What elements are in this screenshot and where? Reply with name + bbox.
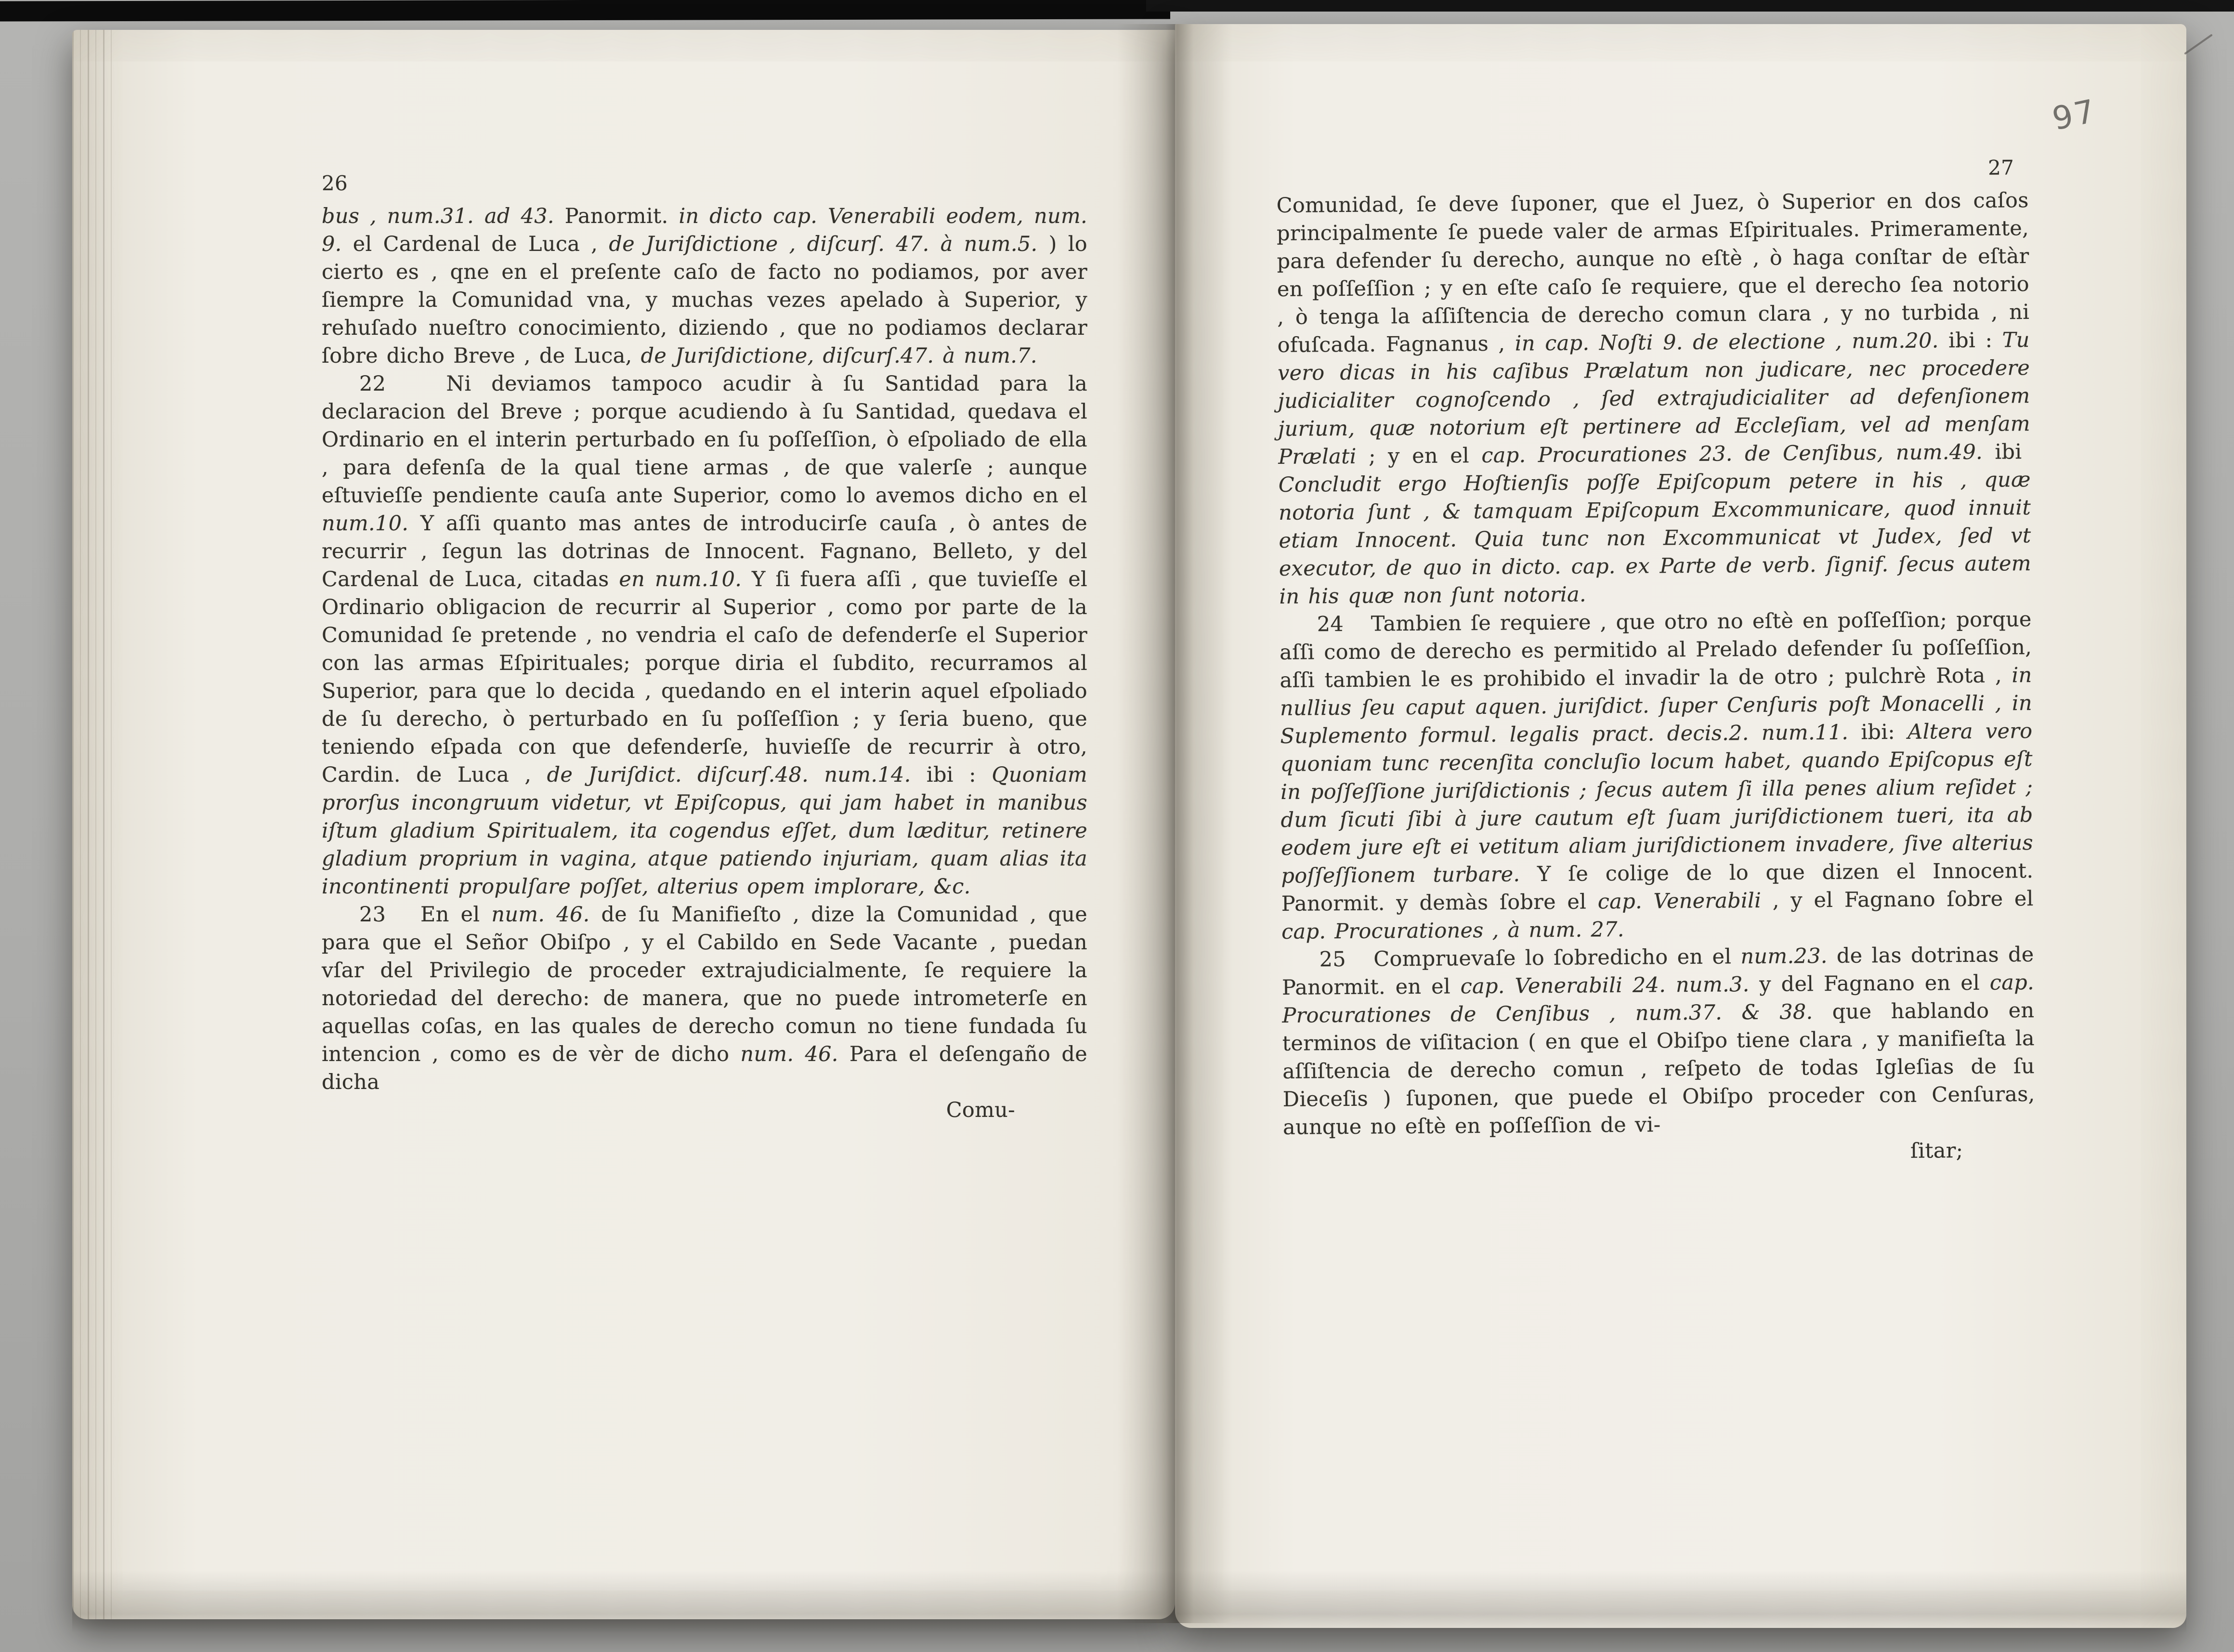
text-segment: ibi [1982,440,2031,464]
pencil-mark [2184,34,2213,54]
left-page-number: 26 [322,171,348,195]
right-page-number: 27 [1987,156,2014,180]
left-page-catchword: Comu- [946,1098,1015,1122]
scan-top-edge-left [0,0,1170,22]
italic-text-segment: in dicto cap. Venerabili eodem, num. 9. [322,204,1088,256]
text-segment: ibi: [1848,720,1908,745]
text-segment: Y ſi fuera aſſi , que tuvieſſe el Ordinario obligacion de recurrir al Superior , como por parte de la Comunidad ſe pretende , no vendria el caſo de defenderſe el Superior con las armas Eſpirituales; porque diria el ſubdito, recurramos al Superior, para que lo decida , quedando en el interin aquel eſpoliado de ſu derecho, ò perturbado en ſu poſſeſſion ; y ſeria bueno, que teniendo eſpada con que defenderſe, huvieſſe de recurrir à otro, Cardin. de Luca , [322,567,1087,787]
paragraph [1280,605,2034,946]
text-segment: de las dotrinas de Panormit. en el [1281,943,2034,1000]
text-segment: de ſu Manifieſto , dize la Comunidad , que para que el Señor Obiſpo , y el Cabildo en Sede Vacante , puedan vſar del Privilegio de proceder extrajudicialmente, ſe requiere la notoriedad del derecho: de manera, que no puede intrometerſe en aquellas coſas, en las quales de derecho comun no tiene fundada ſu intencion , como es de vèr de dicho [322,903,1087,1066]
italic-text-segment: Concludit ergo Hoſtienſis poſſe Epiſcopum petere in his , quæ notoria ſunt , & tamquam Epiſcopum Excommunicare, quod innuit etiam Innocent. Quia tunc non Excommunicat vt Judex, ſed vt executor, de quo in dicto. cap. ex Parte de verb. ſignif. ſecus autem in his quæ non ſunt notoria. [1278,468,2032,609]
italic-text-segment: num. 46. [491,903,590,927]
text-segment: Comunidad, ſe deve ſuponer, que el Juez, ò Superior en dos caſos principalmente ſe puede valer de armas Eſpirituales. Primeramente, para defender ſu derecho, aunque no eſtè , ò haga conſtar de eſtàr en poſſeſſion ; y en eſte caſo ſe requiere, que el derecho ſea notorio , ò tenga la aſſiſtencia de derecho comun clara , y no turbida , ni ofuſcada. Fagnanus , [1276,188,2030,357]
text-segment: el Cardenal de Luca , [353,232,609,256]
text-segment: que hablando en terminos de viſitacion ( en que el Obiſpo tiene clara , y manifieſta la aſſiſtencia de derecho comun , reſpeto de todas Igleſias de ſu Dieceſis ) ſuponen, que puede el Obiſpo proceder con Cenſuras, aunque no eſtè en poſſeſſion de vi- [1282,998,2035,1140]
text-segment: 22 Ni deviamos tampoco acudir à ſu Santidad para la declaracion del Breve ; porque acudiendo à ſu Santidad, quedava el Ordinario en el interin perturbado en ſu poſſeſſion, ò eſpoliado de ella , para defenſa de la qual tiene armas , de que valerſe ; aunque eſtuvieſſe pendiente cauſa ante Superior, como lo avemos dicho en el [322,372,1087,508]
left-page-body [322,202,1087,1096]
handwritten-note: 97 [2049,92,2100,138]
italic-text-segment: cap. Procurationes , à num. 27. [1281,917,1624,944]
text-segment: Panormit. [564,204,679,228]
italic-text-segment: de Juriſdictione , diſcurſ. 47. à num.5. [609,232,1038,256]
italic-text-segment: Tu vero dicas in his caſibus Prælatum non judicare, nec procedere judicialiter cognoſcendo , ſed extrajudicialiter ad defenſionem jurium, quæ notorium eſt pertinere ad Eccleſiam, vel ad menſam Prælati [1277,328,2031,469]
italic-text-segment: Altera vero quoniam tunc recenſita concluſio locum habet, quando Epiſcopus eſt in poſſeſſione juriſdictionis ; ſecus autem ſi illa penes alium reſidet ; dum ſicuti ſibi à jure cautum eſt ſuam juriſdictionem tueri, ita ab eodem jure eſt ei vetitum aliam juriſdictionem invadere, ſive alterius poſſeſſionem turbare. [1280,719,2034,888]
italic-text-segment: cap. Venerabili [1597,889,1762,914]
italic-text-segment: num. 46. [740,1042,838,1066]
scan-top-edge-right [1146,0,2234,12]
italic-text-segment: cap. Venerabili 24. num.3. [1460,972,1750,999]
page-stack-edges [72,30,117,1619]
paragraph [1281,941,2035,1141]
italic-text-segment: cap. Procurationes de Cenſibus , num.37. & 38. [1282,970,2035,1028]
text-segment: Y ſe colige de lo que dizen el Innocent. Panormit. y demàs ſobre el [1281,859,2034,916]
italic-text-segment: de Juriſdictione, diſcurſ.47. à num.7. [640,344,1037,368]
paragraph [1276,186,2031,611]
italic-text-segment: cap. Procurationes 23. de Cenſibus, num.49. [1481,440,1983,468]
text-segment: Y aſſi quanto mas antes de introducirſe cauſa , ò antes de recurrir , ſegun las dotrinas de Innocent. Fagnano, Belleto, y del Cardenal de Luca, citadas [322,511,1087,591]
text-segment: ibi : [911,763,992,787]
right-page-body [1276,186,2035,1141]
text-segment: ; y en el [1356,444,1482,469]
italic-text-segment: bus , num.31. ad 43. [322,204,565,228]
text-segment: ibi : [1938,328,2002,353]
italic-text-segment: in nullius ſeu caput aquen. juriſdict. ſuper Cenſuris poſt Monacelli , in Suplemento formul. legalis pract. decis.2. num.11. [1280,663,2033,748]
text-segment: 24 Tambien ſe requiere , que otro no eſtè en poſſeſſion; porque aſſi como de derecho es permitido al Prelado defender ſu poſſeſſion, aſſi tambien le es prohibido el invadir la de otro ; pulchrè Rota , [1279,607,2032,693]
italic-text-segment: de Juriſdict. diſcurſ.48. num.14. [547,763,911,787]
text-segment: , y el Fagnano ſobre el [1761,887,2034,913]
paragraph [322,901,1087,1096]
right-page-catchword: ſitar; [1910,1139,1963,1163]
italic-text-segment: Quoniam prorſus incongruum videtur, vt Epiſcopus, qui jam habet in manibus iſtum gladium Spiritualem, ita cogendus eſſet, dum læditur, retinere gladium proprium in vagina, atque patiendo injuriam, quam alias ita incontinenti propulſare poſſet, alterius opem implorare, &c. [322,763,1087,899]
italic-text-segment: en num.10. [619,567,742,591]
right-page-text-column [1276,154,2036,1169]
left-page-text-column [322,170,1087,1124]
italic-text-segment: num.10. [322,511,409,536]
text-segment: y del Fagnano en el [1749,970,1990,997]
text-segment: 23 En el [359,903,492,927]
italic-text-segment: num.23. [1740,944,1828,969]
text-segment: Para el deſengaño de dicha [322,1042,1087,1094]
text-segment: 25 Compruevaſe lo ſobredicho en el [1319,944,1741,972]
italic-text-segment: in cap. Noſti 9. de electione , num.20. [1515,328,1939,356]
paragraph [322,370,1087,901]
text-segment: ) lo cierto es , qne en el preſente caſo de facto no podiamos, por aver ſiempre la Comunidad vna, y muchas vezes apelado à Superior, y rehuſado nueſtro conocimiento, diziendo , que no podiamos declarar ſobre dicho Breve , de Luca, [322,232,1087,368]
paragraph [322,202,1087,370]
